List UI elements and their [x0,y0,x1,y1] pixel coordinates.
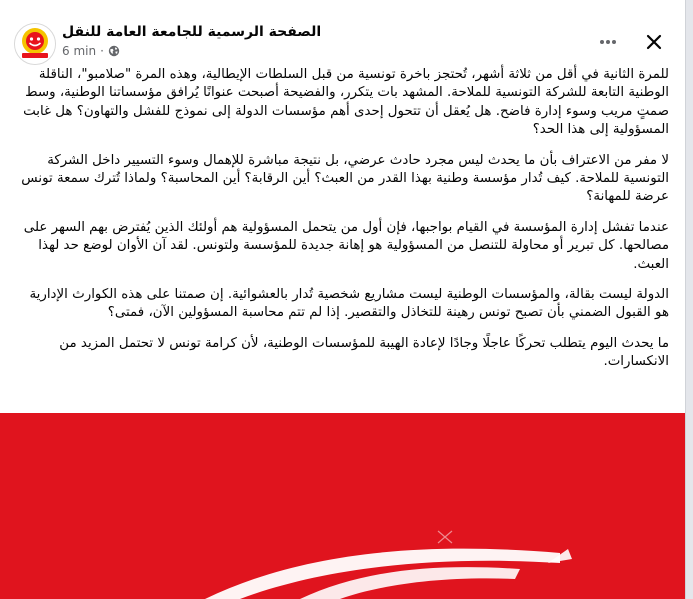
flag-graphic [0,413,685,599]
close-icon [644,32,664,52]
post-time[interactable]: 6 min [62,44,97,58]
post-paragraph: ما يحدث اليوم يتطلب تحركًا عاجلًا وجادًا لإعادة الهيبة للمؤسسات الوطنية، لأن كرامة تونس لا تحتمل المزيد من الانكسارات. [59,335,669,370]
more-options-button[interactable] [590,24,626,60]
post-paragraph: الدولة ليست بقالة، والمؤسسات الوطنية ليست مشاريع شخصية تُدار بالعشوائية. إن صمتنا على هذه الكوارث الإدارية هو القبول الضمني بأن تصبح تونس رهينة للتخاذل والتقصير. إذا لم تتم محاسبة المسؤولين الآن، فمتى؟ [29,287,669,321]
globe-icon [108,45,120,57]
post-paragraph: لا مفر من الاعتراف بأن ما يحدث ليس مجرد حادث عرضي، بل نتيجة مباشرة للإهمال وسوء التسيير داخل الشركة التونسية للملاحة. كيف تُدار مؤسسة وطنية بهذا القدر من العبث؟ أين الرقابة؟ أين المحاسبة؟ ولماذا تُترك سمعة تونس عرضة للمهانة؟ [21,152,669,205]
post-paragraph: للمرة الثانية في أقل من ثلاثة أشهر، تُحتجز باخرة تونسية من قبل السلطات الإيطالية، وهذه المرة "صلامبو"، الناقلة الوطنية التابعة للشركة التونسية للملاحة. المشهد بات يتكرر، والفضيحة أصبحت عنوانًا يُرافق مؤسساتنا الوطنية، وسط صمتٍ مريب وسوء إدارة فاضح. هل يُعقل أن تتحول إحدى أهم مؤسسات الدولة إلى نموذج للفشل والتهاون؟ هل غابت المسؤولية إلى هذا الحد؟ [23,67,669,138]
page-avatar[interactable] [14,23,56,65]
post-header [0,0,685,64]
more-options-icon [598,32,618,52]
page-logo [15,24,55,64]
page-name[interactable]: الصفحة الرسمية للجامعة العامة للنقل [62,24,322,40]
post-image[interactable] [0,413,685,599]
meta-separator: · [100,44,104,58]
post-meta [62,44,120,58]
close-button[interactable] [636,24,672,60]
post-text [14,66,669,384]
post-paragraph: عندما تفشل إدارة المؤسسة في القيام بواجبها، فإن أول من يتحمل المسؤولية هم أولئك الذين يُفترض بهم السهر على مصالحها. كل تبرير أو محاولة للتنصل من المسؤولية هو إهانة جديدة للمؤسسة ولتونس. لقد آن الأوان لوضع حد لهذا العبث. [23,219,669,272]
